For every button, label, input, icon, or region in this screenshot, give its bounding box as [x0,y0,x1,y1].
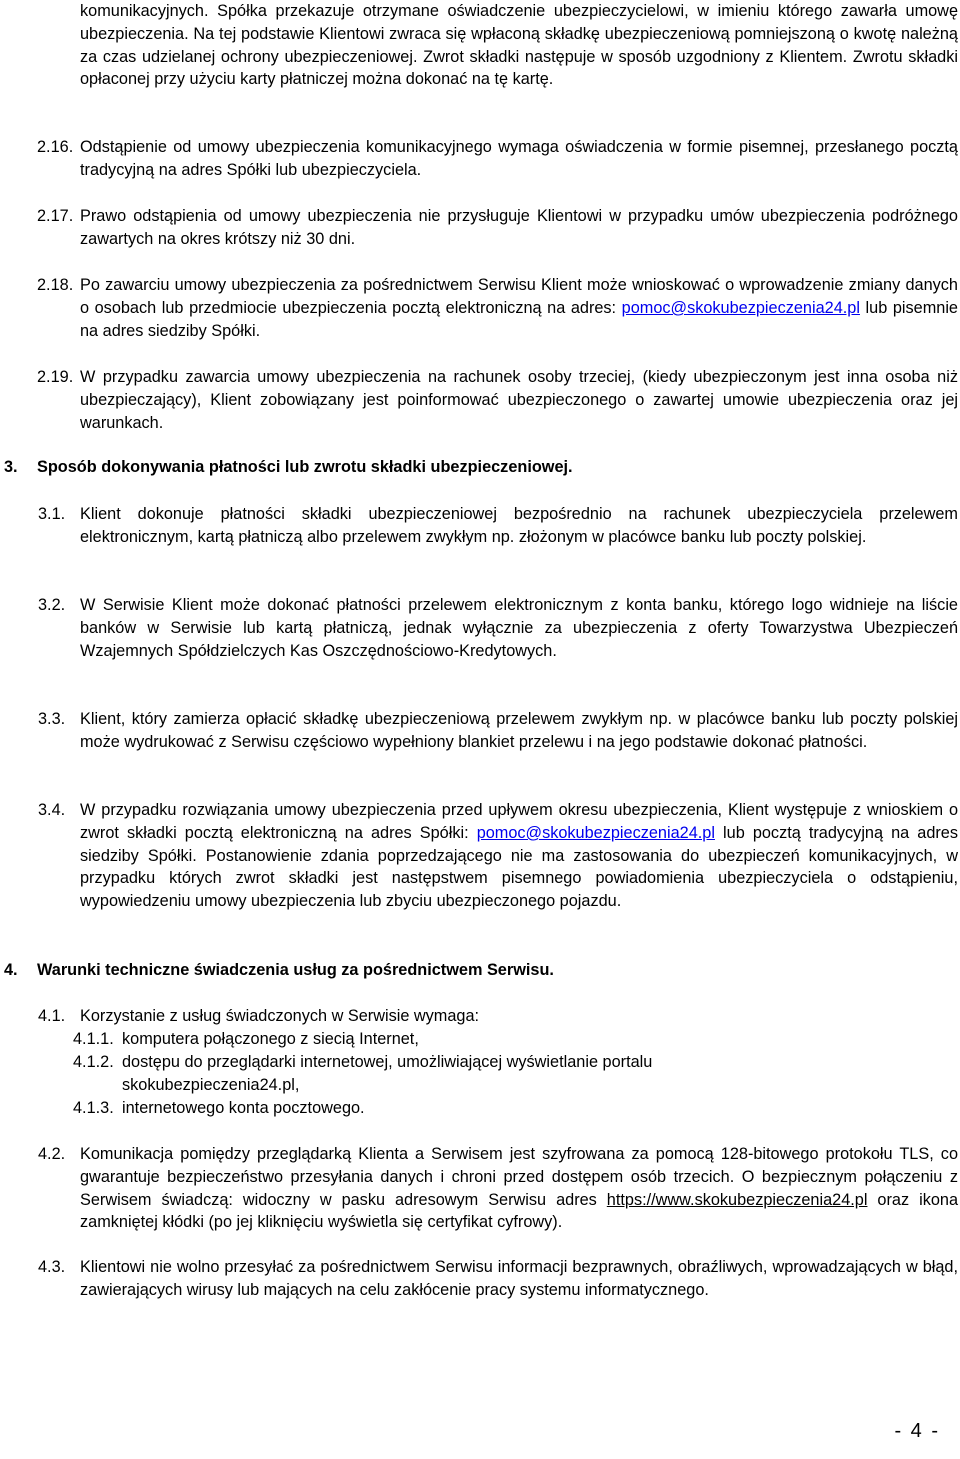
clause-text: Prawo odstąpienia od umowy ubezpieczenia nie przysługuje Klientowi w przypadku umów ubezpieczenia podróżnego zawartych na okres krótszy niż 30 dni. [80,207,958,248]
subclause-text: komputera połączonego z siecią Internet, [122,1030,419,1048]
clause-text: Klientowi nie wolno przesyłać za pośrednictwem Serwisu informacji bezprawnych, obraźliwych, wprowadzających w błąd, zawierających wirusy lub mających na celu zakłócenie pracy systemu informatycznego. [80,1258,958,1299]
clause-4-1 [0,1005,958,1028]
clause-text: oraz ikona zamkniętej kłódki (po jej kliknięciu wyświetla się certyfikat cyfrowy). [80,1190,958,1232]
subclause-4-1-1 [0,1028,960,1051]
clause-text: Korzystanie z usług świadczonych w Serwisie wymaga: [80,1007,480,1025]
clause-number: 2.19. [37,368,74,386]
email-link[interactable]: pomoc@skokubezpieczenia24.pl [476,823,715,842]
clause-2-18 [0,274,958,342]
subclause-number: 4.1.3. [73,1099,114,1117]
section-number: 4. [4,961,18,979]
clause-number: 2.17. [37,207,74,225]
clause-text: Klient, który zamierza opłacić składkę ubezpieczeniową przelewem zwykłym np. w placówce banku lub poczty polskiej może wydrukować z Serwisu częściowo wypełniony blankiet przelewu i na jego podstawie dokonać płatności. [80,710,958,751]
section-title: Warunki techniczne świadczenia usług za pośrednictwem Serwisu. [37,961,554,979]
clause-number: 2.18. [37,276,74,294]
clause-text: Komunikacja pomiędzy przeglądarką Klienta a Serwisem jest szyfrowana za pomocą 128-bitowego protokołu TLS, co gwarantuje bezpieczeństwo przesyłania danych i chroni przed dostępem osób trzecich. O bezpiecznym połączeniu z Serwisem świadczą: widoczny w pasku adresowym Serwisu adres [80,1145,958,1209]
clause-number: 3.1. [38,505,66,523]
section-3-heading [0,456,937,479]
subclause-text: internetowego konta pocztowego. [122,1099,365,1117]
subclause-text: dostępu do przeglądarki internetowej, umożliwiającej wyświetlanie portalu skokubezpieczenia24.pl, [122,1053,653,1094]
website-link[interactable]: https://www.skokubezpieczenia24.pl [606,1190,868,1209]
clause-3-4 [0,799,958,913]
clause-number: 3.2. [38,596,66,614]
clause-number: 4.3. [38,1258,66,1276]
subclause-number: 4.1.2. [73,1053,114,1071]
clause-2-19 [0,366,958,434]
section-4-heading [0,959,937,982]
section-title: Sposób dokonywania płatności lub zwrotu składki ubezpieczeniowej. [37,458,573,476]
page-number: - 4 - [894,1420,940,1442]
clause-number: 4.1. [38,1007,66,1025]
clause-number: 2.16. [37,138,74,156]
clause-3-3 [0,708,958,754]
subclause-4-1-2 [0,1051,782,1097]
email-link[interactable]: pomoc@skokubezpieczenia24.pl [621,298,860,317]
subclause-4-1-3 [0,1097,960,1120]
clause-text: lub pisemnie na adres siedziby Spółki. [80,298,958,340]
clause-3-2 [0,594,958,662]
clause-text: Po zawarciu umowy ubezpieczenia za pośrednictwem Serwisu Klient może wnioskować o wprowadzenie zmiany danych o osobach lub przedmiocie ubezpieczenia pocztą elektroniczną na adres: [80,276,958,317]
clause-number: 3.4. [38,801,66,819]
clause-2-17 [0,205,958,251]
clause-text: Klient dokonuje płatności składki ubezpieczeniowej bezpośrednio na rachunek ubezpieczyciela przelewem elektronicznym, kartą płatniczą albo przelewem zwykłym np. złożonym w placówce banku lub poczty polskiej. [80,505,958,546]
clause-text: Odstąpienie od umowy ubezpieczenia komunikacyjnego wymaga oświadczenia w formie pisemnej, przesłanego pocztą tradycyjną na adres Spółki lub ubezpieczyciela. [80,138,958,179]
subclause-number: 4.1.1. [73,1030,114,1048]
clause-number: 4.2. [38,1145,66,1163]
clause-text: lub pocztą tradycyjną na adres siedziby Spółki. Postanowienie zdania poprzedzającego nie ma zastosowania do ubezpieczeń komunikacyjnych, w przypadku których zwrot składki jest następstwem pisemnego powiadomienia ubezpieczyciela o odstąpieniu, wypowiedzeniu umowy ubezpieczenia lub zbyciu ubezpieczonego pojazdu. [80,823,958,911]
intro-paragraph: komunikacyjnych. Spółka przekazuje otrzymane oświadczenie ubezpieczycielowi, w imieniu którego zawarła umowę ubezpieczenia. Na tej podstawie Klientowi zwraca się wpłaconą składkę ubezpieczeniową pomniejszoną o kwotę należną za czas udzielanej ochrony ubezpieczeniowej. Zwrot składki następuje w sposób uzgodniony z Klientem. Zwrotu składki opłaconej przy użyciu karty płatniczej można dokonać na tę kartę. [80,2,958,89]
clause-text: W przypadku rozwiązania umowy ubezpieczenia przed upływem okresu ubezpieczenia, Klient występuje z wnioskiem o zwrot składki pocztą elektroniczną na adres Spółki: [80,801,958,842]
section-number: 3. [4,458,18,476]
clause-2-16 [0,136,958,182]
clause-4-2 [0,1143,958,1234]
clause-3-1 [0,503,958,549]
clause-text: W przypadku zawarcia umowy ubezpieczenia na rachunek osoby trzeciej, (kiedy ubezpieczonym jest inna osoba niż ubezpieczający), Klient zobowiązany jest poinformować ubezpieczonego o zawartej umowie ubezpieczenia oraz jej warunkach. [80,368,958,432]
clause-text: W Serwisie Klient może dokonać płatności przelewem elektronicznym z konta banku, którego logo widnieje na liście banków w Serwisie lub kartą płatniczą, jednak wyłącznie za ubezpieczenia z oferty Towarzystwa Ubezpieczeń Wzajemnych Spółdzielczych Kas Oszczędnościowo-Kredytowych. [80,596,958,660]
clause-number: 3.3. [38,710,66,728]
clause-4-3 [0,1256,958,1302]
